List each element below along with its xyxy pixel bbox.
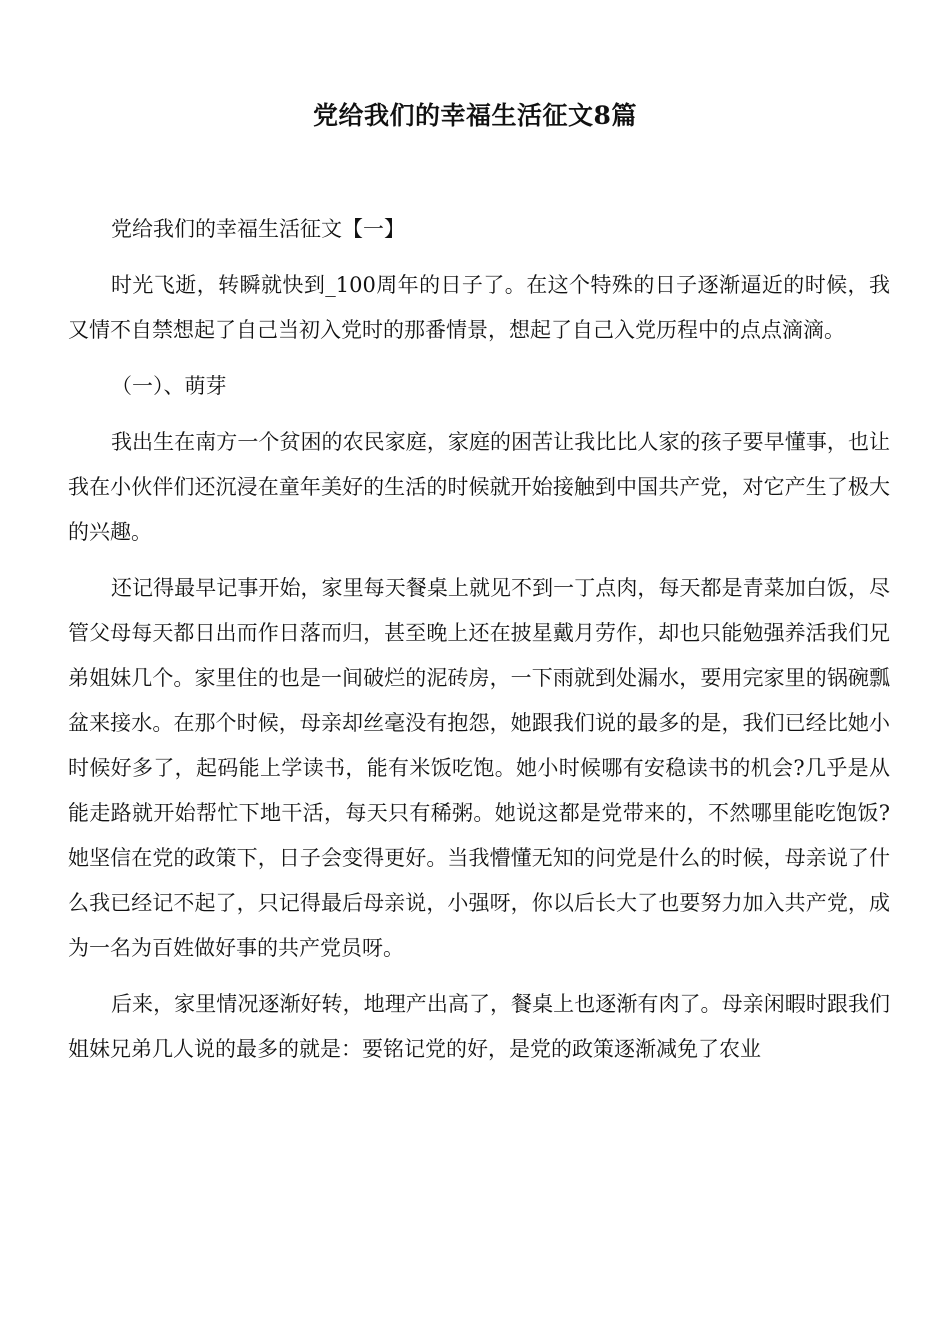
document-body [68,207,890,1083]
essay-heading-1: 党给我们的幸福生活征文【一】 [111,217,405,241]
document-title: 党给我们的幸福生活征文8篇 [313,101,637,130]
paragraph-intro: 时光飞逝，转瞬就快到_100周年的日子了。在这个特殊的日子逐渐逼近的时候，我又情不自禁想起了自己当初入党时的那番情景，想起了自己入党历程中的点点滴滴。 [68,273,890,342]
paragraph-later: 后来，家里情况逐渐好转，地理产出高了，餐桌上也逐渐有肉了。母亲闲暇时跟我们姐妹兄弟几人说的最多的就是：要铭记党的好，是党的政策逐渐减免了农业 [68,992,890,1061]
paragraph-memories: 还记得最早记事开始，家里每天餐桌上就见不到一丁点肉，每天都是青菜加白饭，尽管父母每天都日出而作日落而归，甚至晚上还在披星戴月劳作，却也只能勉强养活我们兄弟姐妹几个。家里住的也是一间破烂的泥砖房，一下雨就到处漏水，要用完家里的锅碗瓢盆来接水。在那个时候，母亲却丝毫没有抱怨，她跟我们说的最多的是，我们已经比她小时候好多了，起码能上学读书，能有米饭吃饱。她小时候哪有安稳读书的机会?几乎是从能走路就开始帮忙下地干活，每天只有稀粥。她说这都是党带来的，不然哪里能吃饱饭?她坚信在党的政策下，日子会变得更好。当我懵懂无知的问党是什么的时候，母亲说了什么我已经记不起了，只记得最后母亲说，小强呀，你以后长大了也要努力加入共产党，成为一名为百姓做好事的共产党员呀。 [68,576,890,960]
paragraph-birth: 我出生在南方一个贫困的农民家庭，家庭的困苦让我比比人家的孩子要早懂事，也让我在小伙伴们还沉浸在童年美好的生活的时候就开始接触到中国共产党，对它产生了极大的兴趣。 [68,430,890,544]
section-heading-germination: （一）、萌芽 [111,374,227,398]
